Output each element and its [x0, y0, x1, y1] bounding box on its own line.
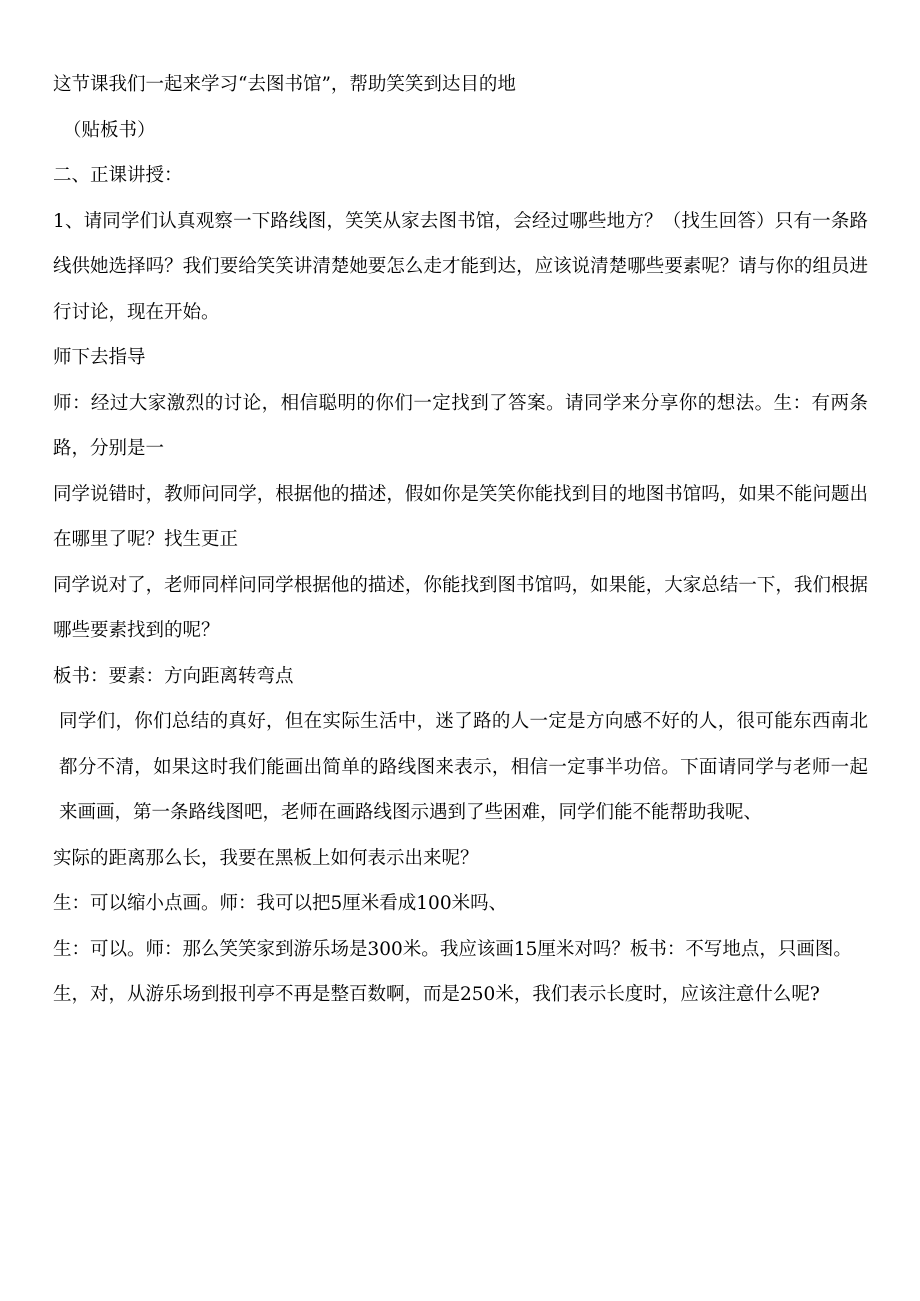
paragraph-scale-dialogue: 生：可以缩小点画。师：我可以把5厘米看成100米吗、: [53, 893, 508, 914]
paragraph-intro: 这节课我们一起来学习“去图书馆”，帮助笑笑到达目的地: [53, 74, 516, 95]
paragraph-scale-answer: 生：可以。师：那么笑笑家到游乐场是300米。我应该画15厘米对吗？板书：不写地点，只画图。: [53, 938, 852, 960]
paragraph-teacher-guide: 师下去指导: [53, 347, 146, 368]
section-heading-lecture: 二、正课讲授：: [53, 165, 183, 186]
paragraph-summary: 同学们，你们总结的真好，但在实际生活中，迷了路的人一定是方向感不好的人，很可能东西南北都分不清，如果这时我们能画出简单的路线图来表示，相信一定事半功倍。下面请同学与老师一起来画画，第一条路线图吧，老师在画路线图示遇到了些困难，同学们能不能帮助我呢、: [59, 711, 868, 823]
paragraph-board-elements: 板书：要素：方向距离转弯点: [53, 665, 294, 687]
paragraph-right-answer: 同学说对了，老师同样问同学根据他的描述，你能找到图书馆吗，如果能，大家总结一下，我们根据哪些要素找到的呢？: [53, 574, 868, 641]
paragraph-question-1: 1、请同学们认真观察一下路线图，笑笑从家去图书馆，会经过哪些地方？（找生回答）只有一条路线供她选择吗？我们要给笑笑讲清楚她要怎么走才能到达，应该说清楚哪些要素呢？请与你的组员进行讨论，现在开始。: [53, 210, 868, 323]
paragraph-distance-question: 实际的距离那么长，我要在黑板上如何表示出来呢？: [53, 847, 479, 869]
paragraph-discussion: 师：经过大家激烈的讨论，相信聪明的你们一定找到了答案。请同学来分享你的想法。生：有两条路，分别是一: [53, 392, 868, 459]
paragraph-wrong-answer: 同学说错时，教师问同学，根据他的描述，假如你是笑笑你能找到目的地图书馆吗，如果不能问题出在哪里了呢？找生更正: [53, 483, 868, 550]
paragraph-board-note: （贴板书）: [63, 119, 156, 141]
paragraph-length-note: 生，对，从游乐场到报刊亭不再是整百数啊，而是250米，我们表示长度时，应该注意什么呢?: [53, 984, 820, 1005]
